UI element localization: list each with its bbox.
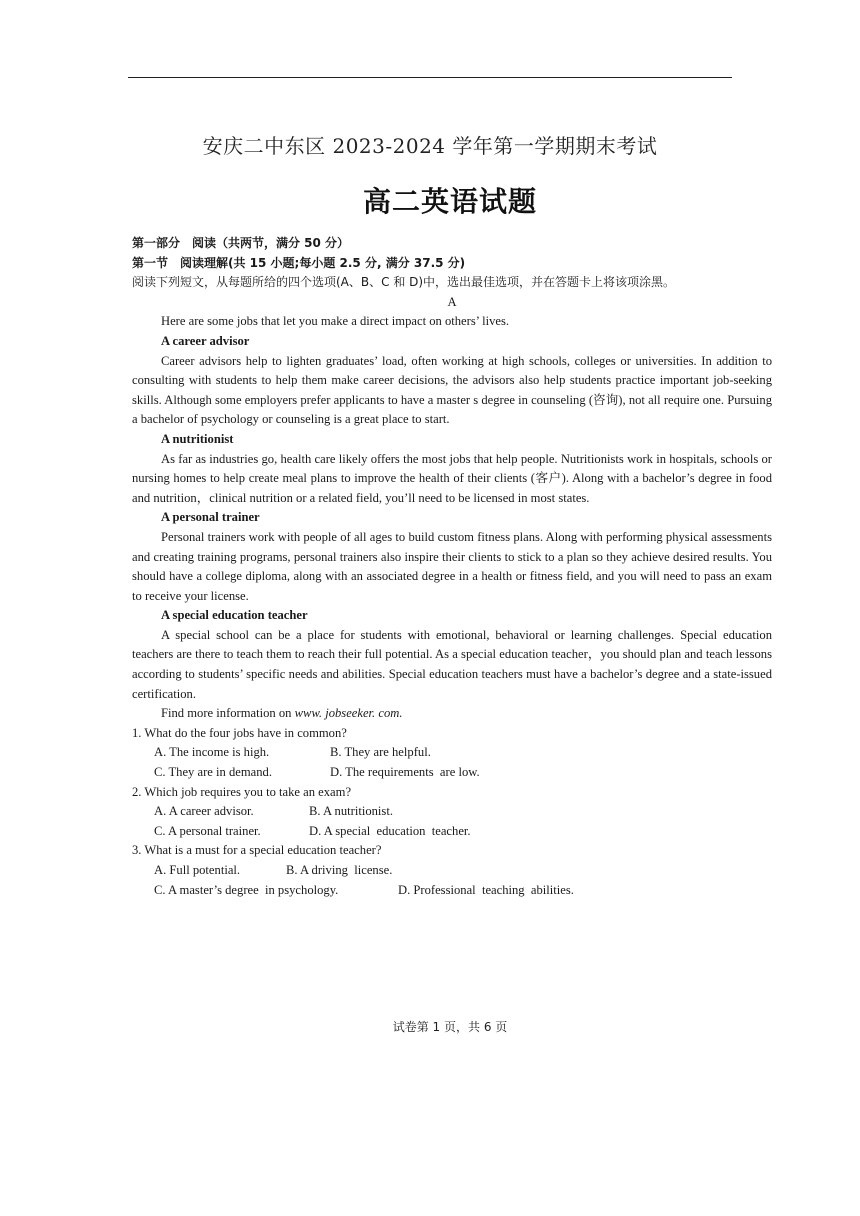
part-label: 第一部分 阅读（共两节，满分 50 分） bbox=[132, 236, 350, 250]
question-2-options-row-1 bbox=[132, 802, 772, 822]
page-footer: 试卷第 1 页，共 6 页 bbox=[392, 1020, 508, 1034]
job-text-special-education-teacher: A special school can be a place for students with emotional, behavioral or learning challenges. Special education teachers are there to teach them to reach their full potential. As a special education teacher，you should plan and teach lessons according to students’ specific needs and abilities. Special education teachers must have a bachelor’s degree and a state-issued certification. bbox=[132, 627, 772, 701]
job-heading-personal-trainer: A personal trainer bbox=[161, 510, 260, 525]
question-2-option-a: A. A career advisor. bbox=[154, 804, 254, 819]
section-label: 第一节 阅读理解(共 15 小题;每小题 2.5 分, 满分 37.5 分) bbox=[132, 255, 466, 270]
job-text-personal-trainer: Personal trainers work with people of all ages to build custom fitness plans. Along with performing physical assessments and creating training programs, personal trainers also inspire their clients to stick to a plan so they achieve desired results. You should have a college diploma, along with an associated degree in a health or fitness field, and you will need to pass an exam to receive your license. bbox=[132, 529, 772, 603]
more-info-prefix: Find more information on bbox=[161, 706, 292, 721]
question-1-option-a: A. The income is high. bbox=[154, 745, 270, 760]
question-3-options-row-1 bbox=[132, 861, 772, 881]
school-exam-line: 安庆二中东区 2023-2024 学年第一学期期末考试 bbox=[202, 134, 658, 158]
question-2-stem: 2. Which job requires you to take an exam? bbox=[132, 784, 352, 799]
job-heading-nutritionist: A nutritionist bbox=[161, 431, 234, 446]
question-2-options-row-2 bbox=[132, 822, 772, 842]
job-text-nutritionist: As far as industries go, health care likely offers the most jobs that help people. Nutritionists work in hospitals, schools or nursing homes to help create meal plans to improve the health of their clients (客户). Along with a bachelor’s degree in food and nutrition，clinical nutrition or a related field, you’ll need to be licensed in most states. bbox=[132, 451, 772, 505]
question-1-options-row-1 bbox=[132, 743, 772, 763]
exam-content bbox=[132, 234, 772, 900]
question-3-option-c: C. A master’s degree in psychology. bbox=[154, 882, 339, 897]
top-rule bbox=[128, 77, 732, 78]
question-1-options-row-2 bbox=[132, 763, 772, 783]
question-3-options-row-2 bbox=[132, 881, 772, 901]
question-1-option-d: D. The requirements are low. bbox=[330, 765, 480, 780]
job-text-career-advisor: Career advisors help to lighten graduates’ load, often working at high schools, colleges or universities. In addition to consulting with students to help them make career decisions, the advisors also help students practice important job-seeking skills. Although some employers prefer applicants to have a master s degree in counseling (咨询), not all require one. Pursuing a bachelor of psychology or counseling is a great place to start. bbox=[132, 353, 772, 427]
passage-letter: A bbox=[447, 294, 457, 309]
question-2-option-d: D. A special education teacher. bbox=[309, 823, 471, 838]
passage-intro: Here are some jobs that let you make a direct impact on others’ lives. bbox=[161, 314, 510, 329]
question-3-option-a: A. Full potential. bbox=[154, 863, 241, 877]
instruction: 阅读下列短文，从每题所给的四个选项(A、B、C 和 D)中，选出最佳选项，并在答题卡上将该项涂黑。 bbox=[132, 275, 676, 290]
question-3-option-b: B. A driving license. bbox=[286, 863, 393, 877]
question-1-stem: 1. What do the four jobs have in common? bbox=[132, 725, 347, 740]
job-heading-career-advisor: A career advisor bbox=[161, 333, 250, 348]
question-3-stem: 3. What is a must for a special education teacher? bbox=[132, 843, 382, 858]
more-info-site: www. jobseeker. com. bbox=[294, 706, 403, 721]
question-3-option-d: D. Professional teaching abilities. bbox=[398, 882, 574, 897]
question-1-option-c: C. They are in demand. bbox=[154, 765, 272, 780]
question-1-option-b: B. They are helpful. bbox=[330, 745, 431, 760]
question-2-option-c: C. A personal trainer. bbox=[154, 823, 261, 838]
job-heading-special-education-teacher: A special education teacher bbox=[161, 608, 308, 623]
page-title: 高二英语试题 bbox=[362, 185, 537, 218]
more-info bbox=[132, 704, 772, 724]
question-2-option-b: B. A nutritionist. bbox=[309, 804, 393, 819]
